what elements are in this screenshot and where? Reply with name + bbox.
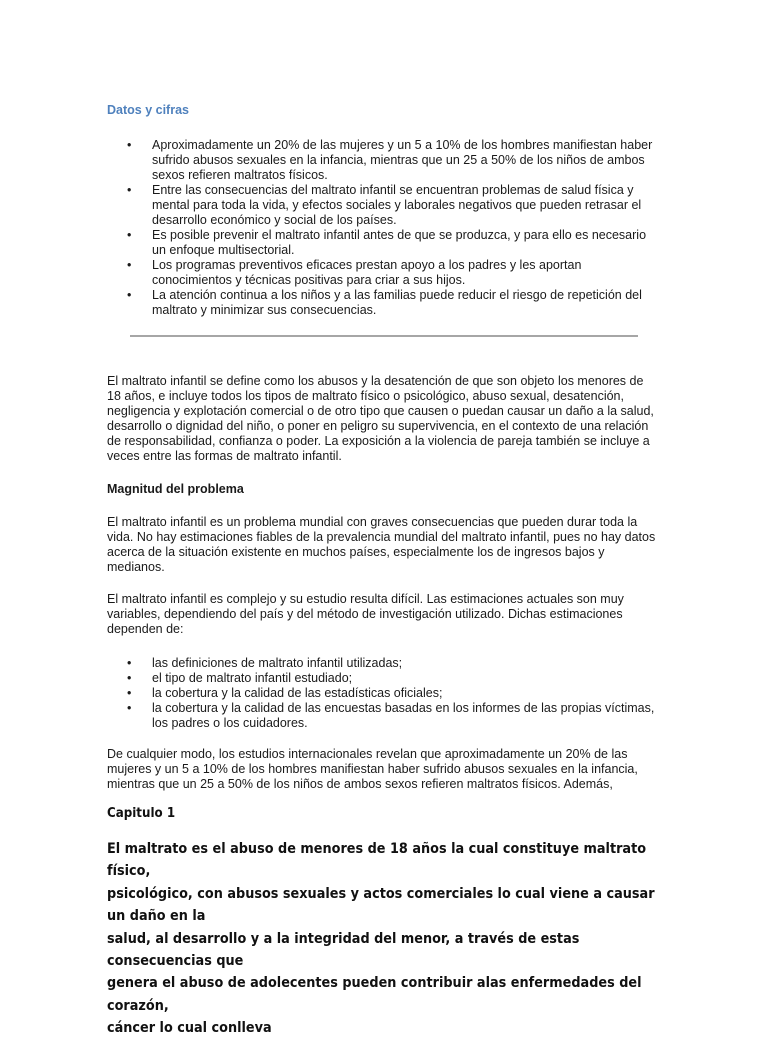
definition-paragraph: El maltrato infantil se define como los abusos y la desatención de que son objeto los menores de 18 años, e incluye todos los tipos de maltrato físico o psicológico, abuso sexual, desatención, negligencia y explotación comercial o de otro tipo que causen o puedan causar un daño a la salud, desarrollo o dignidad del niño, o poner en peligro su supervivencia, en el contexto de una relación de responsabilidad, confianza o poder. La exposición a la violencia de pareja también se incluye a veces entre las formas de maltrato infantil. bbox=[107, 374, 654, 463]
magnitude-heading: Magnitud del problema bbox=[107, 482, 244, 496]
chapter-title: Capitulo 1 bbox=[107, 805, 176, 821]
fact-item: • Es posible prevenir el maltrato infantil antes de que se produzca, y para ello es necesario un enfoque multisectorial. bbox=[107, 228, 655, 258]
factor-item: • la cobertura y la calidad de las encuestas basadas en los informes de las propias víctimas, los padres o los cuidadores. bbox=[107, 701, 657, 731]
magnitude-paragraph-1: El maltrato infantil es un problema mundial con graves consecuencias que pueden durar toda la vida. No hay estimaciones fiables de la prevalencia mundial del maltrato infantil, pues no hay datos acerca de la situación existente en muchos países, especialmente los de ingresos bajos y medianos. bbox=[107, 515, 656, 574]
factor-item: • la cobertura y la calidad de las estadísticas oficiales; bbox=[107, 686, 657, 701]
chapter-paragraph: El maltrato es el abuso de menores de 18 años la cual constituye maltrato físico, psicológico, con abusos sexuales y actos comerciales lo cual viene a causar un daño en la salud, al desarrollo y a la integridad del menor, a través de estas consecuencias que genera el abuso de adolecentes pueden contribuir alas enfermedades del corazón, cáncer lo cual conlleva bbox=[107, 840, 655, 1037]
factor-item: • las definiciones de maltrato infantil utilizadas; bbox=[107, 656, 657, 671]
section-heading-datos-y-cifras: Datos y cifras bbox=[107, 103, 189, 117]
factors-list bbox=[107, 656, 657, 731]
fact-item: • La atención continua a los niños y a las familias puede reducir el riesgo de repetición del maltrato y minimizar sus consecuencias. bbox=[107, 288, 655, 318]
fact-item: • Los programas preventivos eficaces prestan apoyo a los padres y les aportan conocimientos y técnicas positivas para criar a sus hijos. bbox=[107, 258, 655, 288]
closing-paragraph: De cualquier modo, los estudios internacionales revelan que aproximadamente un 20% de las mujeres y un 5 a 10% de los hombres manifiestan haber sufrido abusos sexuales en la infancia, mientras que un 25 a 50% de los niños de ambos sexos refieren maltratos físicos. Además, bbox=[107, 747, 638, 791]
magnitude-paragraph-2: El maltrato infantil es complejo y su estudio resulta difícil. Las estimaciones actuales son muy variables, dependiendo del país y del método de investigación utilizado. Dichas estimaciones dependen de: bbox=[107, 592, 624, 636]
facts-list bbox=[107, 138, 655, 318]
fact-item: • Entre las consecuencias del maltrato infantil se encuentran problemas de salud física y mental para toda la vida, y efectos sociales y laborales negativos que pueden retrasar el desarrollo económico y social de los países. bbox=[107, 183, 655, 228]
factor-item: • el tipo de maltrato infantil estudiado; bbox=[107, 671, 657, 686]
horizontal-divider bbox=[130, 335, 638, 337]
fact-item: • Aproximadamente un 20% de las mujeres y un 5 a 10% de los hombres manifiestan haber sufrido abusos sexuales en la infancia, mientras que un 25 a 50% de los niños de ambos sexos refieren maltratos físicos. bbox=[107, 138, 655, 183]
